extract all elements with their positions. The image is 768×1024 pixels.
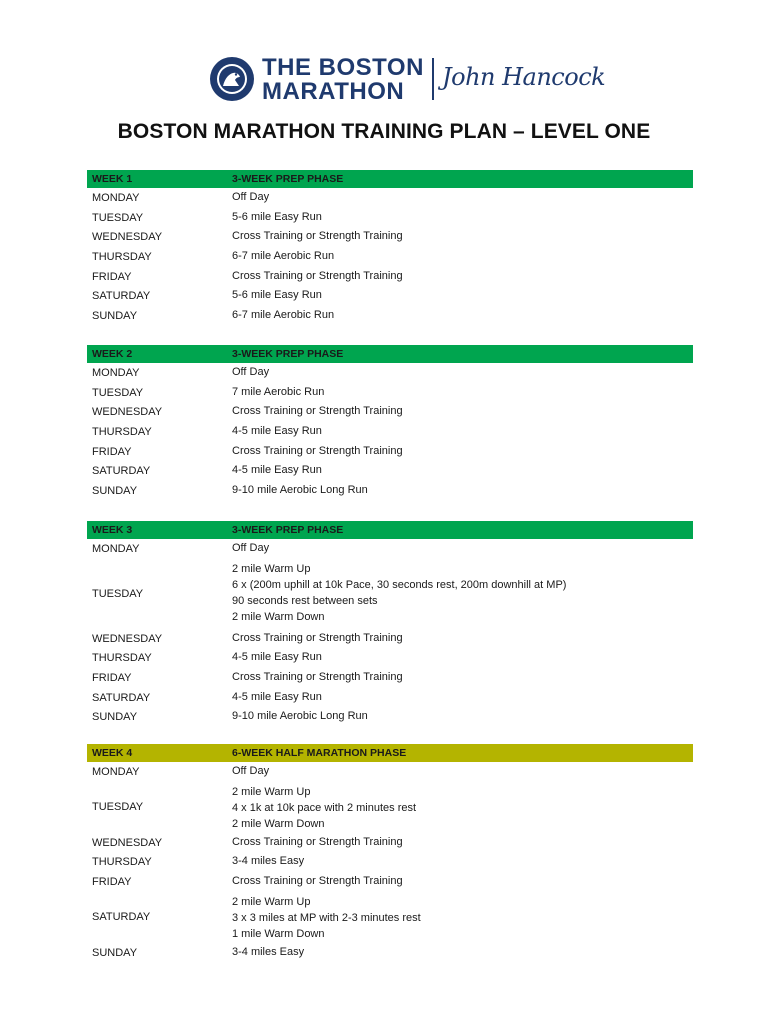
workout-plan — [232, 267, 693, 287]
workout-plan — [232, 286, 693, 306]
day-row — [87, 629, 693, 649]
workout-plan — [232, 943, 693, 963]
day-row — [87, 481, 693, 501]
workout-plan — [232, 648, 693, 668]
workout-line: Cross Training or Strength Training — [232, 631, 403, 644]
day-row — [87, 648, 693, 668]
workout-line: 4-5 mile Easy Run — [232, 651, 322, 664]
workout-plan — [232, 833, 693, 853]
day-row — [87, 188, 693, 208]
day-row — [87, 892, 693, 943]
workout-plan — [232, 306, 693, 326]
day-row — [87, 539, 693, 559]
day-row — [87, 286, 693, 306]
day-name: WEDNESDAY — [92, 836, 163, 849]
workout-line: 9-10 mile Aerobic Long Run — [232, 710, 368, 723]
day-name: SUNDAY — [92, 309, 138, 322]
day-row — [87, 943, 693, 963]
phase-label: 3-WEEK PREP PHASE — [232, 348, 344, 360]
workout-plan — [232, 402, 693, 422]
workout-line: 4-5 mile Easy Run — [232, 464, 322, 477]
workout-plan — [232, 481, 693, 501]
workout-plan — [232, 707, 693, 727]
day-name: FRIDAY — [92, 671, 132, 684]
day-name: FRIDAY — [92, 445, 132, 458]
workout-line: 6 x (200m uphill at 10k Pace, 30 seconds rest, 200m downhill at MP) — [232, 578, 567, 591]
day-row — [87, 402, 693, 422]
day-row — [87, 208, 693, 228]
workout-line: 1 mile Warm Down — [232, 927, 325, 940]
workout-plan — [232, 782, 693, 834]
workout-plan — [232, 872, 693, 892]
day-row — [87, 852, 693, 872]
day-name: SATURDAY — [92, 290, 151, 303]
day-row — [87, 707, 693, 727]
day-row — [87, 688, 693, 708]
workout-line: Cross Training or Strength Training — [232, 875, 403, 888]
day-name: THURSDAY — [92, 250, 152, 263]
day-name: WEDNESDAY — [92, 231, 163, 244]
workout-line: 2 mile Warm Down — [232, 610, 325, 623]
day-row — [87, 668, 693, 688]
day-row — [87, 782, 693, 833]
workout-line: Cross Training or Strength Training — [232, 269, 403, 282]
logo-line-2: MARATHON — [262, 78, 405, 105]
day-name: WEDNESDAY — [92, 406, 163, 419]
workout-line: 5-6 mile Easy Run — [232, 289, 322, 302]
day-name: FRIDAY — [92, 875, 132, 888]
day-row — [87, 872, 693, 892]
day-name: FRIDAY — [92, 270, 132, 283]
workout-line: 6-7 mile Aerobic Run — [232, 250, 335, 263]
workout-plan — [232, 247, 693, 267]
workout-line: 7 mile Aerobic Run — [232, 385, 325, 398]
day-row — [87, 227, 693, 247]
header — [0, 50, 768, 108]
workout-line: Cross Training or Strength Training — [232, 405, 403, 418]
day-name: SUNDAY — [92, 946, 138, 959]
week-label: WEEK 4 — [92, 747, 133, 759]
workout-line: 2 mile Warm Up — [232, 785, 311, 798]
workout-line: 2 mile Warm Down — [232, 817, 325, 830]
baa-seal-logo — [209, 56, 255, 102]
workout-line: Off Day — [232, 366, 270, 378]
day-name: THURSDAY — [92, 652, 152, 665]
workout-plan — [232, 559, 693, 627]
day-row — [87, 363, 693, 383]
phase-label: 3-WEEK PREP PHASE — [232, 173, 344, 185]
day-row — [87, 559, 693, 629]
workout-line: Cross Training or Strength Training — [232, 671, 403, 684]
workout-line: 2 mile Warm Up — [232, 895, 311, 908]
workout-plan — [232, 442, 693, 462]
week-header — [87, 170, 693, 188]
week-label: WEEK 2 — [92, 348, 133, 360]
workout-line: 3 x 3 miles at MP with 2-3 minutes rest — [232, 911, 421, 924]
week-table — [87, 744, 693, 962]
workout-line: Off Day — [232, 765, 270, 777]
workout-line: 4 x 1k at 10k pace with 2 minutes rest — [232, 801, 417, 814]
workout-line: Cross Training or Strength Training — [232, 230, 403, 243]
workout-line: 2 mile Warm Up — [232, 562, 311, 575]
week-header — [87, 521, 693, 539]
workout-line: 3-4 miles Easy — [232, 855, 305, 868]
day-name: TUESDAY — [92, 587, 144, 600]
day-name: TUESDAY — [92, 386, 144, 399]
day-name: SATURDAY — [92, 911, 151, 924]
workout-plan — [232, 363, 693, 383]
day-name: TUESDAY — [92, 801, 144, 814]
workout-plan — [232, 852, 693, 872]
page-title: BOSTON MARATHON TRAINING PLAN – LEVEL ONE — [117, 120, 651, 143]
week-table — [87, 345, 693, 501]
workout-plan — [232, 668, 693, 688]
day-row — [87, 383, 693, 403]
workout-line: 6-7 mile Aerobic Run — [232, 309, 335, 322]
day-name: WEDNESDAY — [92, 632, 163, 645]
workout-plan — [232, 629, 693, 649]
day-name: TUESDAY — [92, 211, 144, 224]
day-name: MONDAY — [92, 191, 140, 204]
day-row — [87, 762, 693, 782]
day-name: THURSDAY — [92, 425, 152, 438]
workout-plan — [232, 892, 693, 944]
workout-line: 3-4 miles Easy — [232, 945, 305, 958]
week-header — [87, 744, 693, 762]
week-header — [87, 345, 693, 363]
workout-plan — [232, 383, 693, 403]
workout-plan — [232, 227, 693, 247]
week-label: WEEK 3 — [92, 524, 133, 536]
day-row — [87, 422, 693, 442]
day-name: SATURDAY — [92, 691, 151, 704]
workout-line: 90 seconds rest between sets — [232, 594, 378, 607]
workout-plan — [232, 208, 693, 228]
day-name: SUNDAY — [92, 484, 138, 497]
workout-plan — [232, 539, 693, 559]
week-table — [87, 170, 693, 326]
day-row — [87, 442, 693, 462]
week-table — [87, 521, 693, 727]
workout-line: 4-5 mile Easy Run — [232, 425, 322, 438]
day-row — [87, 247, 693, 267]
workout-plan — [232, 461, 693, 481]
day-name: MONDAY — [92, 765, 140, 778]
workout-plan — [232, 762, 693, 782]
workout-plan — [232, 188, 693, 208]
logo-line-1: THE BOSTON — [262, 54, 424, 81]
day-name: MONDAY — [92, 366, 140, 379]
day-name: SATURDAY — [92, 465, 151, 478]
day-row — [87, 267, 693, 287]
logo-divider — [432, 58, 434, 100]
day-name: SUNDAY — [92, 711, 138, 724]
phase-label: 6-WEEK HALF MARATHON PHASE — [232, 747, 407, 759]
day-name: THURSDAY — [92, 856, 152, 869]
workout-line: Cross Training or Strength Training — [232, 835, 403, 848]
day-row — [87, 306, 693, 326]
workout-line: 4-5 mile Easy Run — [232, 690, 322, 703]
day-name: MONDAY — [92, 542, 140, 555]
day-row — [87, 461, 693, 481]
workout-line: Cross Training or Strength Training — [232, 444, 403, 457]
workout-line: Off Day — [232, 542, 270, 554]
day-row — [87, 833, 693, 853]
workout-line: Off Day — [232, 191, 270, 203]
week-label: WEEK 1 — [92, 173, 133, 185]
workout-plan — [232, 422, 693, 442]
workout-line: 5-6 mile Easy Run — [232, 210, 322, 223]
workout-plan — [232, 688, 693, 708]
workout-line: 9-10 mile Aerobic Long Run — [232, 484, 368, 497]
john-hancock-logo: John Hancock — [442, 63, 606, 91]
phase-label: 3-WEEK PREP PHASE — [232, 524, 344, 536]
